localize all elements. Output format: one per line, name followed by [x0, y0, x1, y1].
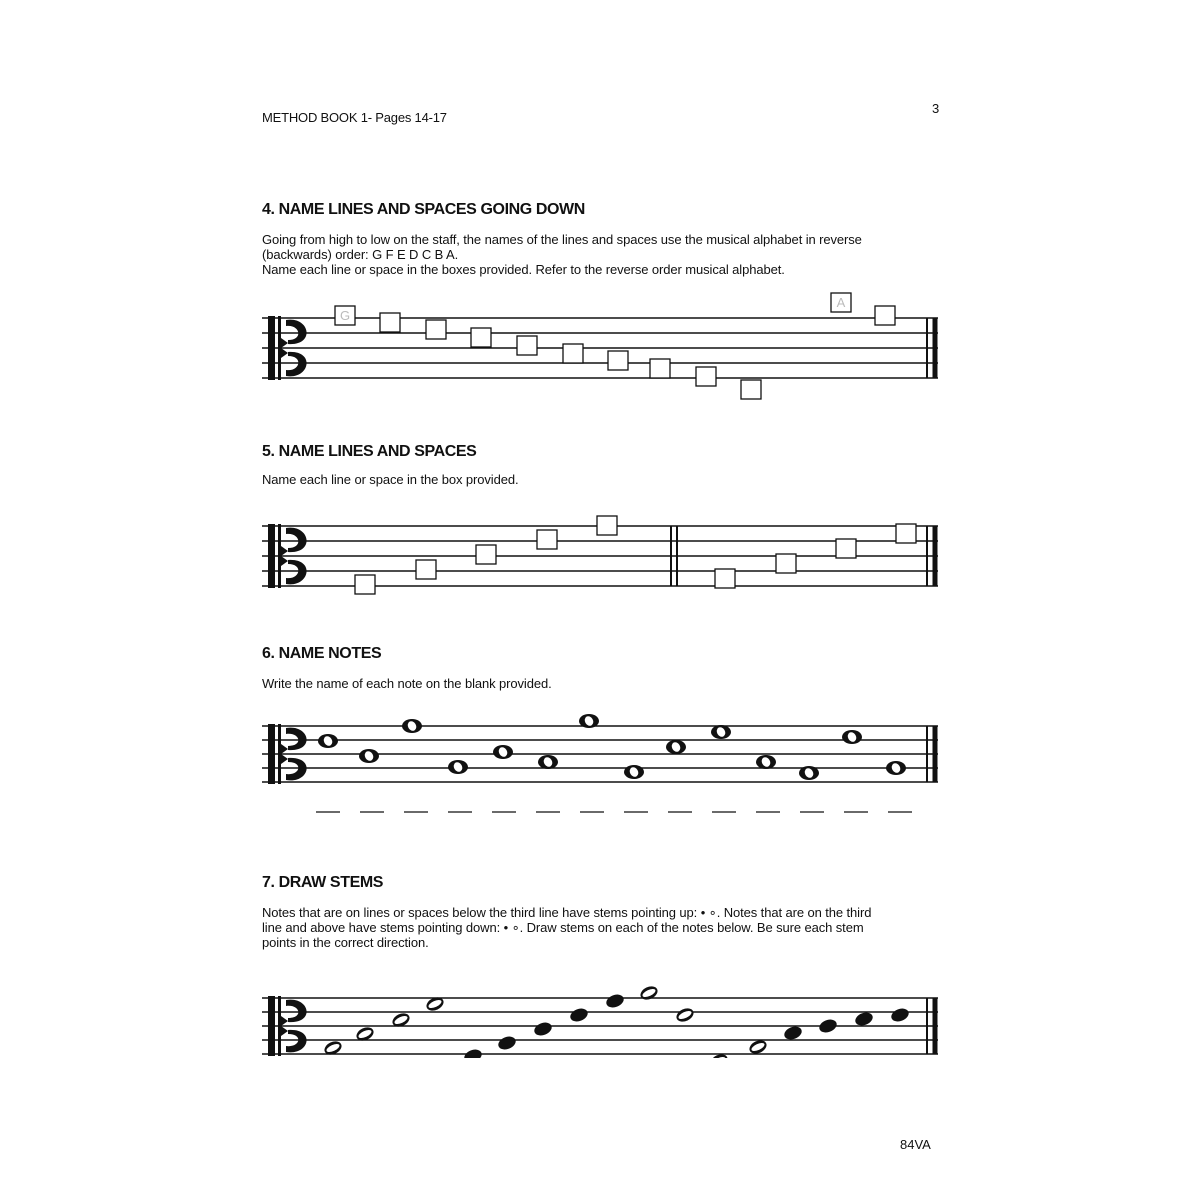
whole-note	[711, 725, 731, 739]
whole-note	[493, 745, 513, 759]
staff-exercise-4	[258, 288, 958, 410]
whole-note	[402, 719, 422, 733]
quarter-note	[817, 1017, 838, 1034]
whole-note	[318, 734, 338, 748]
quarter-note	[462, 1047, 483, 1058]
answer-box[interactable]	[875, 306, 895, 325]
quarter-note	[604, 992, 625, 1009]
exercise-6-title: 6. NAME NOTES	[262, 645, 382, 662]
whole-note	[886, 761, 906, 775]
instruction-line: Notes that are on lines or spaces below the third line have stems pointing up: • ∘. Notes that are on the third	[262, 905, 872, 920]
answer-box[interactable]	[608, 351, 628, 370]
answer-box[interactable]	[696, 367, 716, 386]
whole-note	[666, 740, 686, 754]
half-note	[638, 984, 659, 1002]
staff-exercise-7	[258, 978, 958, 1058]
whole-note	[756, 755, 776, 769]
answer-box[interactable]	[517, 336, 537, 355]
instruction-line: Name each line or space in the box provided.	[262, 472, 519, 487]
quarter-note	[782, 1024, 803, 1041]
exercise-4-instructions	[262, 232, 942, 277]
answer-box[interactable]	[335, 306, 355, 325]
whole-note	[448, 760, 468, 774]
exercise-5-title: 5. NAME LINES AND SPACES	[262, 443, 477, 460]
whole-note	[538, 755, 558, 769]
footer-code: 84VA	[900, 1137, 931, 1152]
exercise-7-title: 7. DRAW STEMS	[262, 874, 384, 891]
half-note	[674, 1006, 695, 1024]
instruction-line: Going from high to low on the staff, the names of the lines and spaces use the musical alphabet in reverse	[262, 232, 862, 247]
exercise-5-instructions	[262, 472, 942, 487]
staff-lines	[262, 998, 938, 1054]
answer-box[interactable]	[471, 328, 491, 347]
quarter-note	[532, 1020, 553, 1037]
answer-box[interactable]	[537, 530, 557, 549]
whole-note	[624, 765, 644, 779]
answer-box[interactable]	[831, 293, 851, 312]
answer-box[interactable]	[476, 545, 496, 564]
answer-box[interactable]	[650, 359, 670, 378]
instruction-line: Name each line or space in the boxes provided. Refer to the reverse order musical alphabet.	[262, 262, 785, 277]
example-answer-g: G	[339, 308, 351, 323]
answer-box[interactable]	[776, 554, 796, 573]
instruction-line: line and above have stems pointing down: • ∘. Draw stems on each of the notes below. Be sure each stem	[262, 920, 864, 935]
instruction-line: Write the name of each note on the blank provided.	[262, 676, 552, 691]
whole-note	[359, 749, 379, 763]
whole-note	[799, 766, 819, 780]
answer-box[interactable]	[426, 320, 446, 339]
answer-box[interactable]	[741, 380, 761, 399]
staff-exercise-5	[258, 508, 958, 608]
answer-box[interactable]	[380, 313, 400, 332]
instruction-line: points in the correct direction.	[262, 935, 429, 950]
exercise-6-instructions	[262, 676, 942, 691]
exercise-4-title: 4. NAME LINES AND SPACES GOING DOWN	[262, 201, 585, 218]
answer-box[interactable]	[563, 344, 583, 363]
staff-exercise-6	[258, 706, 958, 826]
example-answer-a: A	[836, 295, 846, 310]
whole-note	[579, 714, 599, 728]
instruction-line: (backwards) order: G F E D C B A.	[262, 247, 459, 262]
answer-box[interactable]	[896, 524, 916, 543]
staff-lines	[262, 318, 938, 378]
running-header: METHOD BOOK 1- Pages 14-17	[262, 110, 447, 125]
answer-box[interactable]	[715, 569, 735, 588]
answer-box[interactable]	[355, 575, 375, 594]
answer-box[interactable]	[836, 539, 856, 558]
quarter-note	[889, 1006, 910, 1023]
half-note	[708, 1052, 729, 1058]
quarter-note	[568, 1006, 589, 1023]
page-number: 3	[932, 101, 940, 116]
answer-box[interactable]	[597, 516, 617, 535]
quarter-note	[496, 1034, 517, 1051]
whole-note	[842, 730, 862, 744]
answer-box[interactable]	[416, 560, 436, 579]
exercise-7-instructions	[262, 905, 942, 950]
quarter-note	[853, 1010, 874, 1027]
